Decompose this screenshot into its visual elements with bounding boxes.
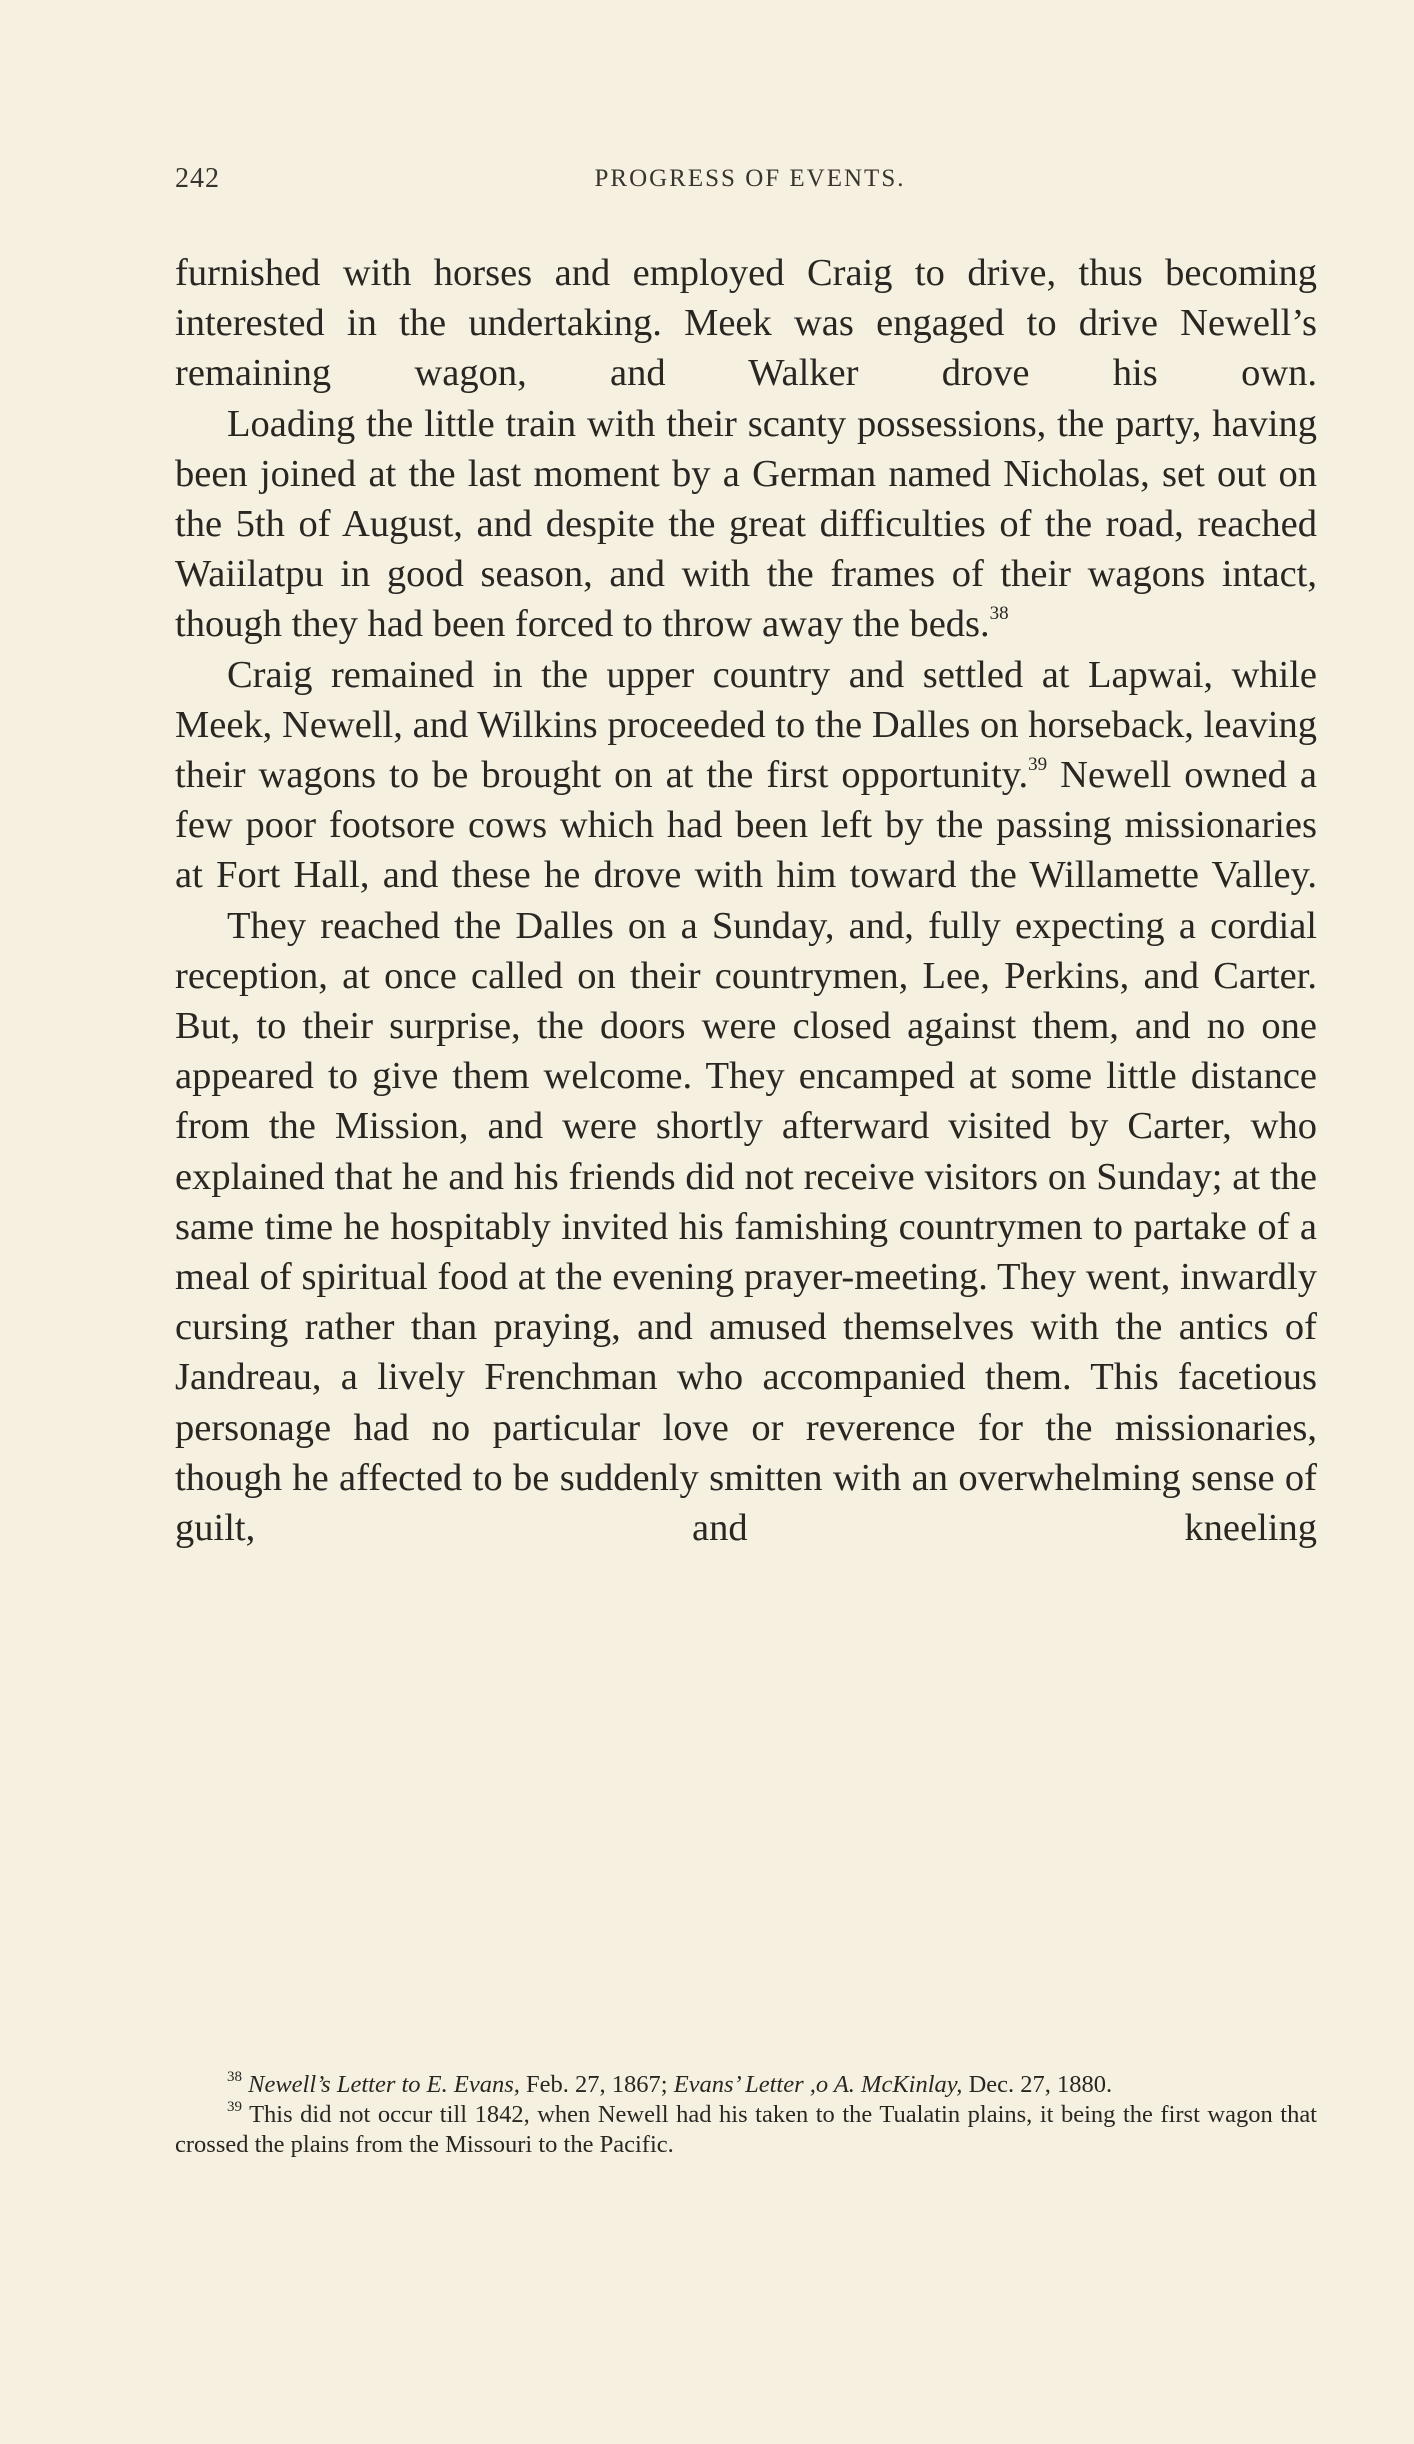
running-head — [175, 163, 1325, 203]
paragraph-1-text: furnished with horses and employed Craig to drive, thus becoming interested in the undertaking. Meek was engaged to drive Newell’s remaining wagon, and Walker drove his own. — [175, 252, 1317, 395]
paragraph-3 — [175, 650, 1317, 901]
page-number: 242 — [175, 163, 220, 194]
paragraph-1 — [175, 248, 1317, 399]
footnote-38-date-2: Dec. 27, 1880. — [962, 2071, 1113, 2098]
footnote-38-citation-1: Newell’s Letter to E. Evans, — [248, 2071, 520, 2098]
footnote-38 — [175, 2070, 1317, 2100]
paragraph-4 — [175, 901, 1317, 1554]
paragraph-2 — [175, 399, 1317, 650]
running-title: PROGRESS OF EVENTS. — [594, 165, 906, 192]
body-text — [175, 248, 1317, 1553]
footnote-39-number: 39 — [227, 2099, 242, 2115]
paragraph-2-text: Loading the little train with their scanty possessions, the party, having been joined at the last moment by a German named Nicholas, set out on the 5th of August, and despite the great difficulties of the road, reached Waiilatpu in good season, and with the frames of their wagons intact, though they had been forced to throw away the beds. — [175, 402, 1317, 646]
footnote-38-number: 38 — [227, 2069, 242, 2085]
footnote-38-date-1: Feb. 27, 1867; — [519, 2071, 674, 2098]
paragraph-3-text-before: Craig remained in the upper country and settled at Lapwai, while Meek, Newell, and Wilkins proceeded to the Dalles on horseback, leaving their wagons to be brought on at the first opportunity. — [175, 653, 1317, 797]
footnote-39 — [175, 2100, 1317, 2160]
footnotes — [175, 2070, 1317, 2160]
footnote-39-text: This did not occur till 1842, when Newell had his taken to the Tualatin plains, it being the first wagon that crossed the plains from the Missouri to the Pacific. — [175, 2101, 1317, 2158]
footnote-ref-38[interactable]: 38 — [989, 603, 1009, 625]
paragraph-3-text-after: Newell owned a few poor footsore cows which had been left by the passing missionaries at Fort Hall, and these he drove with him toward the Willamette Valley. — [175, 754, 1317, 897]
paragraph-4-text: They reached the Dalles on a Sunday, and, fully expecting a cordial reception, at once called on their countrymen, Lee, Perkins, and Carter. But, to their surprise, the doors were closed against them, and no one appeared to give them welcome. They encamped at some little distance from the Mission, and were shortly afterward visited by Carter, who explained that he and his friends did not receive visitors on Sunday; at the same time he hospitably invited his famishing countrymen to partake of a meal of spiritual food at the evening prayer-meeting. They went, inwardly cursing rather than praying, and amused themselves with the antics of Jandreau, a lively Frenchman who accompanied them. This facetious personage had no particular love or reverence for the missionaries, though he affected to be suddenly smitten with an overwhelming sense of guilt, and kneeling — [175, 904, 1317, 1550]
footnote-ref-39[interactable]: 39 — [1028, 754, 1048, 776]
footnote-38-citation-2: Evans’ Letter ,o A. McKinlay, — [673, 2071, 963, 2098]
